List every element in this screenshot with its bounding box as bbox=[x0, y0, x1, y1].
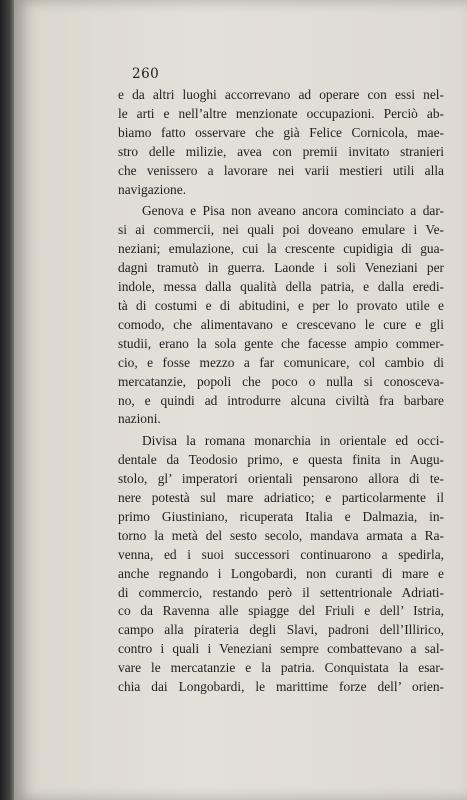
text-line: le arti e nell’altre menzionate occupazioni. Perciò ab- bbox=[118, 105, 444, 121]
text-line: dentale da Teodosio primo, e questa finita in Augu- bbox=[118, 452, 444, 468]
text-line: anche regnando i Longobardi, non curanti di mare e bbox=[118, 565, 444, 581]
paragraph bbox=[118, 202, 444, 429]
text-line: di commercio, restando però il settentrionale Adriati- bbox=[118, 584, 444, 600]
text-line: no, e quindi ad introdurre alcuna civiltà fra barbare bbox=[118, 392, 444, 408]
text-line: navigazione. bbox=[118, 181, 187, 197]
text-line: vare le mercatanzie e la patria. Conquistata la esar- bbox=[118, 660, 444, 676]
text-line: contro i quali i Veneziani sempre combattevano a sal- bbox=[118, 641, 444, 657]
text-line: tà di costumi e di abitudini, e per lo provato utile e bbox=[118, 297, 444, 313]
page-number: 260 bbox=[132, 66, 160, 82]
text-line: stro delle milizie, avea con premii invitato stranieri bbox=[118, 143, 444, 159]
text-line: stolo, gl’ imperatori orientali pensarono allora di te- bbox=[118, 471, 444, 487]
text-line: si ai commercii, nei quali poi doveano emulare i Ve- bbox=[118, 222, 444, 238]
text-line: nere potestà sul mare adriatico; e particolarmente il bbox=[118, 490, 444, 506]
text-line: Divisa la romana monarchia in orientale ed occi- bbox=[142, 433, 444, 449]
text-line: neziani; emulazione, cui la crescente cupidigia di gua- bbox=[118, 241, 444, 257]
text-line: indole, messa dalla qualità della patria, e dalla eredi- bbox=[118, 279, 444, 295]
text-line: studii, erano la sola gente che facesse ampio commer- bbox=[118, 335, 444, 351]
text-line: cio, e fosse mezzo a far comunicare, col cambio di bbox=[118, 354, 444, 370]
text-line: primo Giustiniano, ricuperata Italia e Dalmazia, in- bbox=[118, 508, 444, 524]
text-line: nazioni. bbox=[118, 411, 161, 427]
text-line: torno la metà del sesto secolo, mandava armata a Ra- bbox=[118, 527, 444, 543]
body-text bbox=[118, 86, 444, 697]
text-line: che venissero a lavorare nei varii mestieri utili alla bbox=[118, 162, 444, 178]
text-line: comodo, che alimentavano e crescevano le cure e gli bbox=[118, 316, 444, 332]
text-line: mercatanzie, popoli che poco o nulla si conosceva- bbox=[118, 373, 444, 389]
paragraph bbox=[118, 432, 444, 697]
text-line: campo alla pirateria degli Slavi, padroni dell’Illirico, bbox=[118, 622, 444, 638]
text-line: e da altri luoghi accorrevano ad operare con essi nel- bbox=[118, 87, 444, 102]
text-line: co da Ravenna alle spiagge del Friuli e dell’ Istria, bbox=[118, 603, 444, 619]
text-line: venna, ed i suoi successori continuarono a spedirla, bbox=[118, 546, 444, 562]
book-spine-shadow bbox=[0, 0, 14, 800]
text-line: chia dai Longobardi, le marittime forze dell’ orien- bbox=[118, 679, 444, 695]
paragraph bbox=[118, 86, 444, 199]
text-line: biamo fatto osservare che già Felice Cornicola, mae- bbox=[118, 124, 444, 140]
text-line: Genova e Pisa non aveano ancora cominciato a dar- bbox=[142, 203, 444, 219]
text-line: dagni tramutò in guerra. Laonde i soli Veneziani per bbox=[118, 260, 444, 276]
